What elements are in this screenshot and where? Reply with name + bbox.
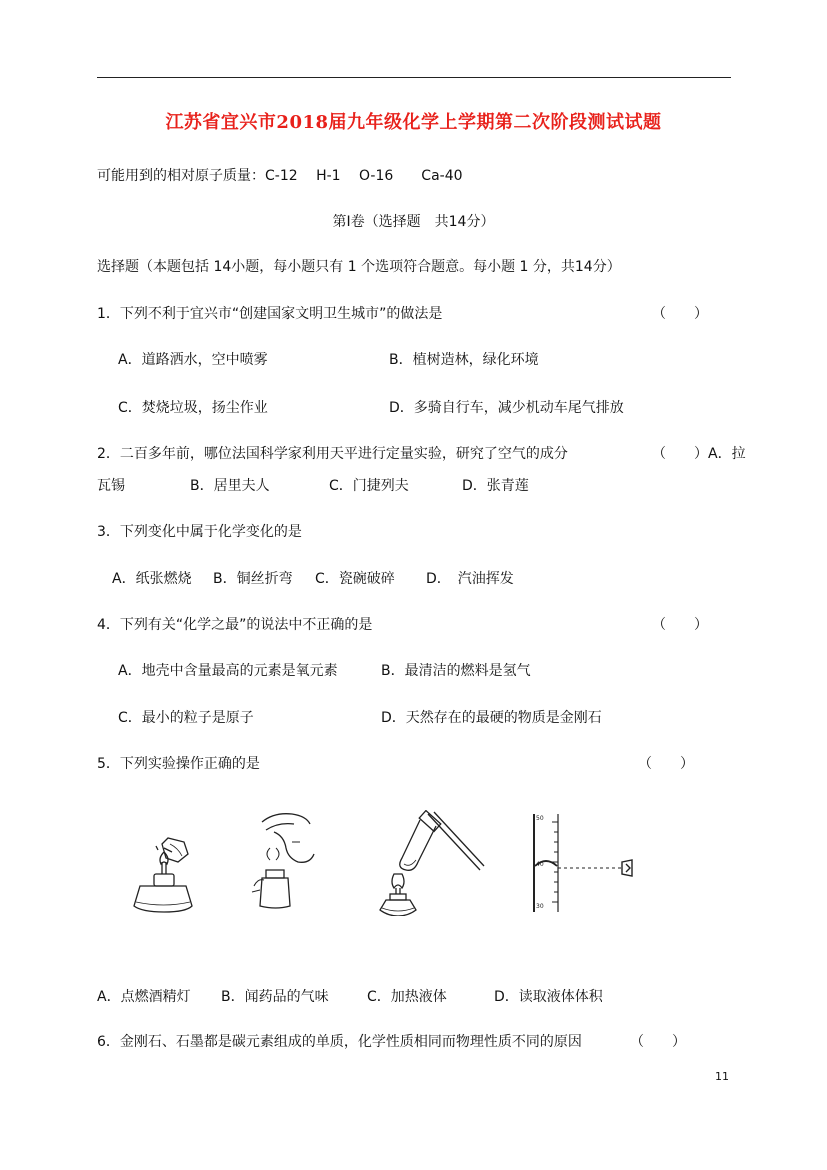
instructions: 选择题（本题包括 14小题，每小题只有 1 个选项符合题意。每小题 1 分，共14分） <box>97 259 621 275</box>
question-2-option-b: B．居里夫人 <box>190 478 270 494</box>
question-1-bracket: （ ） <box>652 306 708 322</box>
tick-label-50: 50 <box>536 815 544 822</box>
question-6-stem: 6．金刚石、石墨都是碳元素组成的单质，化学性质相同而物理性质不同的原因 <box>97 1034 582 1050</box>
flame-icon <box>392 874 404 888</box>
question-3-option-c: C．瓷碗破碎 <box>315 571 395 587</box>
question-5-option-a: A．点燃酒精灯 <box>97 989 191 1005</box>
question-3-option-b: B．铜丝折弯 <box>213 571 293 587</box>
lower-lamp-body <box>134 886 192 912</box>
hair-lines <box>262 814 310 830</box>
question-4-option-a: A．地壳中含量最高的元素是氧元素 <box>118 663 338 679</box>
hand-waving-icon <box>267 848 279 860</box>
upper-lamp-body <box>162 838 188 862</box>
header-rule <box>97 77 731 78</box>
question-2-bracket: （ ）A．拉 <box>652 446 746 462</box>
question-1-option-c: C．焚烧垃圾，扬尘作业 <box>118 400 268 416</box>
question-5-option-d: D．读取液体体积 <box>494 989 603 1005</box>
tick-label-30: 30 <box>536 903 544 910</box>
question-4-option-d: D．天然存在的最硬的物质是金刚石 <box>381 710 602 726</box>
atomic-mass-line: 可能用到的相对原子质量：C-12 H-1 O-16 Ca-40 <box>97 168 463 184</box>
figure-d-reading-volume <box>522 812 640 914</box>
question-4-option-b: B．最清洁的燃料是氢气 <box>381 663 531 679</box>
question-2-option-d: D．张青莲 <box>462 478 529 494</box>
eye-icon <box>622 860 632 876</box>
section-title: 第Ⅰ卷（选择题 共14分） <box>332 214 495 230</box>
question-5-bracket: （ ） <box>638 756 694 772</box>
question-3-option-a: A．纸张燃烧 <box>112 571 192 587</box>
figure-a-lighting-lamp <box>128 836 200 916</box>
question-1-option-b: B．植树造林，绿化环境 <box>389 352 539 368</box>
question-5-stem: 5．下列实验操作正确的是 <box>97 756 260 772</box>
figure-b-smelling-reagent <box>244 808 324 914</box>
question-3-stem: 3．下列变化中属于化学变化的是 <box>97 524 302 540</box>
question-5-option-b: B．闻药品的气味 <box>221 989 329 1005</box>
question-1-stem: 1．下列不利于宜兴市“创建国家文明卫生城市”的做法是 <box>97 306 443 322</box>
question-2-stem: 2．二百多年前，哪位法国科学家利用天平进行定量实验，研究了空气的成分 <box>97 446 568 462</box>
question-2-option-a-cont: 瓦锡 <box>97 478 125 494</box>
page-number: 11 <box>715 1070 729 1083</box>
lower-lamp-neck <box>154 874 174 886</box>
question-1-option-d: D．多骑自行车，减少机动车尾气排放 <box>389 400 624 416</box>
reagent-bottle-icon <box>260 878 290 908</box>
document-title: 江苏省宜兴市2018届九年级化学上学期第二次阶段测试试题 <box>165 112 662 133</box>
alcohol-lamp-icon <box>380 900 416 916</box>
question-3-option-d: D． 汽油挥发 <box>426 571 514 587</box>
question-5-option-c: C．加热液体 <box>367 989 447 1005</box>
question-4-stem: 4．下列有关“化学之最”的说法中不正确的是 <box>97 617 373 633</box>
figure-c-heating-liquid <box>376 810 488 916</box>
question-4-option-c: C．最小的粒子是原子 <box>118 710 254 726</box>
question-6-bracket: （ ） <box>630 1034 686 1050</box>
bottle-cap <box>266 870 284 878</box>
question-4-bracket: （ ） <box>652 617 708 633</box>
question-2-option-c: C．门捷列夫 <box>329 478 409 494</box>
face-profile-icon <box>274 832 314 862</box>
question-1-option-a: A．道路洒水，空中喷雾 <box>118 352 268 368</box>
tick-label-40: 40 <box>536 861 544 868</box>
